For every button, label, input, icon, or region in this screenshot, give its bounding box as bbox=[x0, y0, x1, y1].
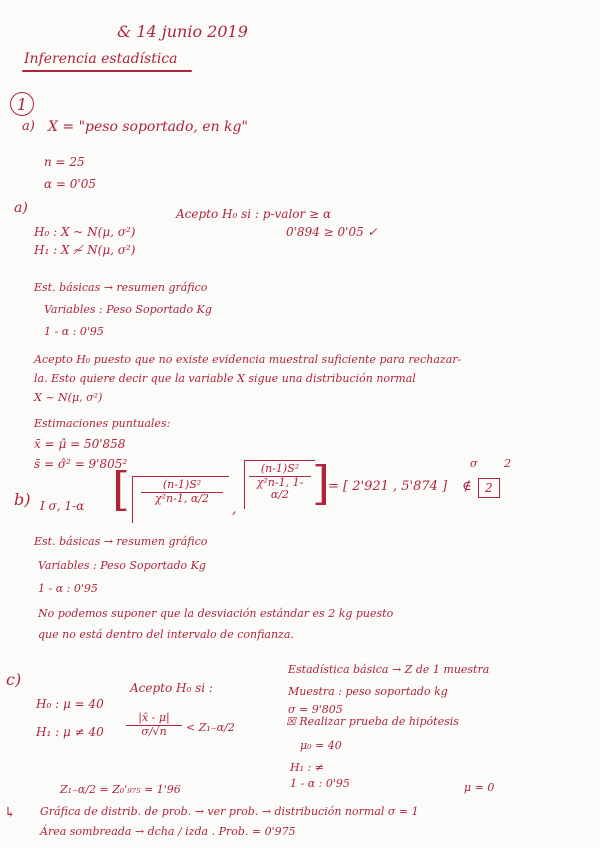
part-a-h0: H₀ : X ~ N(μ, σ²) bbox=[34, 225, 136, 239]
significance-level: α = 0'05 bbox=[44, 177, 96, 191]
part-b-comma: , bbox=[232, 501, 237, 517]
part-b-result: = [ 2'921 , 5'874 ] bbox=[328, 479, 448, 494]
sample-size: n = 25 bbox=[44, 155, 85, 169]
part-a-h1: H₁ : X ≁ N(μ, σ²) bbox=[34, 243, 136, 257]
part-a-conclusion-1: Acepto H₀ puesto que no existe evidencia muestral suficiente para rechazar- bbox=[34, 353, 462, 366]
part-c-right-4: ☒ Realizar prueba de hipótesis bbox=[286, 715, 459, 728]
part-b-open-bracket: [ bbox=[112, 462, 130, 516]
part-b-sqrt-right bbox=[244, 460, 315, 509]
part-c-frac-num: |x̄ - μ| bbox=[126, 712, 182, 726]
part-c-right-6: H₁ : ≠ bbox=[290, 761, 324, 774]
part-b-boxed-text: 2 bbox=[485, 481, 493, 495]
part-a-accept-note: Acepto H₀ si : p-valor ≥ α bbox=[176, 207, 332, 221]
part-c-right-2: Muestra : peso soportado kg bbox=[288, 685, 448, 698]
variable-definition: X = "peso soportado, en kg" bbox=[48, 119, 248, 135]
problem-number-circle bbox=[10, 92, 34, 116]
part-b-conclusion-1: No podemos suponer que la desviación estándar es 2 kg puesto bbox=[38, 607, 394, 620]
part-b-den-left: χ²n-1, α/2 bbox=[154, 492, 209, 506]
part-b-label: b) bbox=[14, 490, 31, 509]
part-b-conclusion-2: que no está dentro del intervalo de confianza. bbox=[38, 628, 294, 641]
part-b-frac-right bbox=[249, 463, 311, 501]
part-b-step-3: 1 - α : 0'95 bbox=[38, 582, 98, 595]
part-c-bottom-2: Área sombreada → dcha / izda . Prob. = 0'975 bbox=[40, 825, 296, 838]
part-a-conclusion-3: X ~ N(μ, σ²) bbox=[34, 391, 103, 404]
part-b-step-2: Variables : Peso Soportado Kg bbox=[38, 559, 206, 572]
part-c-right-5: μ₀ = 40 bbox=[300, 739, 342, 752]
part-c-right-3: σ = 9'805 bbox=[288, 703, 343, 716]
part-c-z-value: Z₁₋α/2 = Z₀'₉₇₅ = 1'96 bbox=[60, 783, 181, 796]
part-c-bottom-mu: μ = 0 bbox=[464, 781, 495, 794]
part-c-right-1: Estadística básica → Z de 1 muestra bbox=[288, 663, 490, 676]
part-b-step-1: Est. básicas → resumen gráfico bbox=[34, 535, 208, 548]
part-b-sigma-value: 2 bbox=[504, 457, 511, 470]
part-a-step-2: Variables : Peso Soportado Kg bbox=[44, 303, 212, 316]
page-date: & 14 junio 2019 bbox=[117, 22, 248, 41]
part-b-num-left: (n-1)S² bbox=[141, 479, 223, 493]
part-a-estimate-variance: s̄ = σ̂² = 9'805² bbox=[34, 457, 128, 471]
title-underline bbox=[22, 70, 192, 72]
part-a-label: a) bbox=[14, 200, 28, 216]
part-a-conclusion-2: la. Esto quiere decir que la variable X sigue una distribución normal bbox=[34, 372, 416, 385]
part-b-not-in: ∉ bbox=[462, 479, 472, 494]
page-title: Inferencia estadística bbox=[24, 51, 178, 67]
part-c-label: c) bbox=[6, 670, 22, 689]
part-b-frac-left bbox=[141, 479, 223, 505]
part-c-h1: H₁ : μ ≠ 40 bbox=[36, 725, 104, 739]
part-a-step-3: 1 - α : 0'95 bbox=[44, 325, 104, 338]
part-c-frac-rhs: < Z₁₋α/2 bbox=[186, 721, 235, 734]
part-c-statistic-frac bbox=[126, 712, 182, 738]
part-b-interval-lhs: I σ, 1-α bbox=[40, 499, 85, 513]
part-b-boxed-value bbox=[478, 478, 500, 498]
part-b-sqrt-left bbox=[132, 476, 229, 523]
part-c-h0: H₀ : μ = 40 bbox=[36, 697, 104, 711]
part-c-frac-den: σ/√n bbox=[141, 725, 167, 739]
part-a-step-1: Est. básicas → resumen gráfico bbox=[34, 281, 208, 294]
part-b-sigma-top: σ bbox=[470, 457, 478, 470]
part-a-accept-value: 0'894 ≥ 0'05 ✓ bbox=[286, 225, 378, 239]
part-b-close-bracket: ] bbox=[312, 456, 330, 510]
part-b-den-right: χ²n-1, 1-α/2 bbox=[256, 476, 304, 502]
problem-part-label: a) bbox=[22, 119, 35, 134]
part-c-right-7: 1 - α : 0'95 bbox=[290, 777, 350, 790]
part-c-bottom-1: Gráfica de distrib. de prob. → ver prob. → distribución normal σ = 1 bbox=[40, 805, 419, 818]
part-c-accept-note: Acepto H₀ si : bbox=[130, 681, 213, 695]
problem-number: 1 bbox=[16, 94, 28, 114]
part-a-estimations-title: Estimaciones puntuales: bbox=[34, 417, 171, 430]
part-b-num-right: (n-1)S² bbox=[249, 463, 311, 477]
part-c-arrow: ↳ bbox=[4, 805, 16, 821]
part-a-estimate-mean: x̄ = μ̂ = 50'858 bbox=[34, 437, 126, 451]
